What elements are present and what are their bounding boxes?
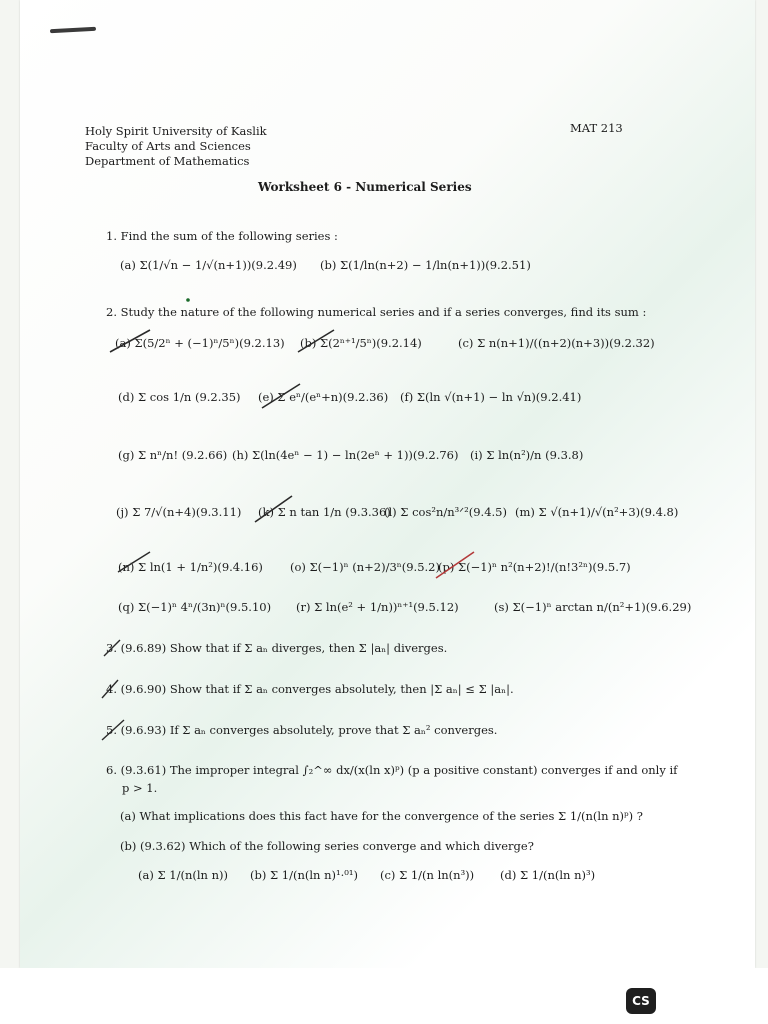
q2-part-a: (a) Σ(5/2ⁿ + (−1)ⁿ/5ⁿ)(9.2.13) (115, 336, 285, 350)
question-6-part-a: (a) What implications does this fact have for the convergence of the series Σ 1/(n(ln n)ᵖ) ? (120, 809, 643, 823)
q2-part-e: (e) Σ eⁿ/(eⁿ+n)(9.2.36) (258, 390, 389, 404)
q6-series-a: (a) Σ 1/(n(ln n)) (138, 868, 228, 882)
q6-series-b: (b) Σ 1/(n(ln n)¹·⁰¹) (250, 868, 358, 882)
q2-part-p: (p) Σ(−1)ⁿ n²(n+2)!/(n!3²ⁿ)(9.5.7) (438, 560, 631, 574)
question-2-label: 2. Study the nature of the following numerical series and if a series converges, find its sum : (106, 305, 647, 319)
question-1-label: 1. Find the sum of the following series : (106, 229, 338, 243)
q2-part-r: (r) Σ ln(e² + 1/n))ⁿ⁺¹(9.5.12) (296, 600, 459, 614)
q1-part-a: (a) Σ(1/√n − 1/√(n+1))(9.2.49) (120, 258, 297, 272)
camscanner-badge: CS (626, 988, 656, 1014)
question-5: 5. (9.6.93) If Σ aₙ converges absolutely, prove that Σ aₙ² converges. (106, 723, 498, 737)
question-6-line-2: p > 1. (122, 781, 158, 795)
question-6-part-b: (b) (9.3.62) Which of the following series converge and which diverge? (120, 839, 534, 853)
q2-part-s: (s) Σ(−1)ⁿ arctan n/(n²+1)(9.6.29) (494, 600, 692, 614)
q2-part-l: (l) Σ cos²n/n³ᐟ²(9.4.5) (384, 505, 507, 519)
q2-part-c: (c) Σ n(n+1)/((n+2)(n+3))(9.2.32) (458, 336, 655, 350)
q2-part-n: (n) Σ ln(1 + 1/n²)(9.4.16) (118, 560, 263, 574)
q2-part-h: (h) Σ(ln(4eⁿ − 1) − ln(2eⁿ + 1))(9.2.76) (232, 448, 459, 462)
university-name: Holy Spirit University of Kaslik (85, 124, 267, 138)
course-code: MAT 213 (570, 121, 623, 135)
q2-part-k: (k) Σ n tan 1/n (9.3.36) (258, 505, 391, 519)
worksheet-title: Worksheet 6 - Numerical Series (258, 180, 472, 194)
q6-series-c: (c) Σ 1/(n ln(n³)) (380, 868, 475, 882)
q6-series-d: (d) Σ 1/(n(ln n)³) (500, 868, 596, 882)
department-name: Department of Mathematics (85, 154, 250, 168)
q2-part-g: (g) Σ nⁿ/n! (9.2.66) (118, 448, 228, 462)
faculty-name: Faculty of Arts and Sciences (85, 139, 251, 153)
question-3: 3. (9.6.89) Show that if Σ aₙ diverges, then Σ |aₙ| diverges. (106, 641, 448, 655)
q2-part-d: (d) Σ cos 1/n (9.2.35) (118, 390, 241, 404)
question-6-line-1: 6. (9.3.61) The improper integral ∫₂^∞ dx/(x(ln x)ᵖ) (p a positive constant) converges if and only if (106, 763, 678, 777)
q2-part-b: (b) Σ(2ⁿ⁺¹/5ⁿ)(9.2.14) (300, 336, 422, 350)
q2-part-i: (i) Σ ln(n²)/n (9.3.8) (470, 448, 584, 462)
q2-part-q: (q) Σ(−1)ⁿ 4ⁿ/(3n)ⁿ(9.5.10) (118, 600, 272, 614)
q2-part-f: (f) Σ(ln √(n+1) − ln √n)(9.2.41) (400, 390, 582, 404)
question-4: 4. (9.6.90) Show that if Σ aₙ converges absolutely, then |Σ aₙ| ≤ Σ |aₙ|. (106, 682, 514, 696)
q2-part-j: (j) Σ 7/√(n+4)(9.3.11) (116, 505, 242, 519)
q2-part-m: (m) Σ √(n+1)/√(n²+3)(9.4.8) (515, 505, 679, 519)
q2-part-o: (o) Σ(−1)ⁿ (n+2)/3ⁿ(9.5.2) (290, 560, 440, 574)
q1-part-b: (b) Σ(1/ln(n+2) − 1/ln(n+1))(9.2.51) (320, 258, 531, 272)
